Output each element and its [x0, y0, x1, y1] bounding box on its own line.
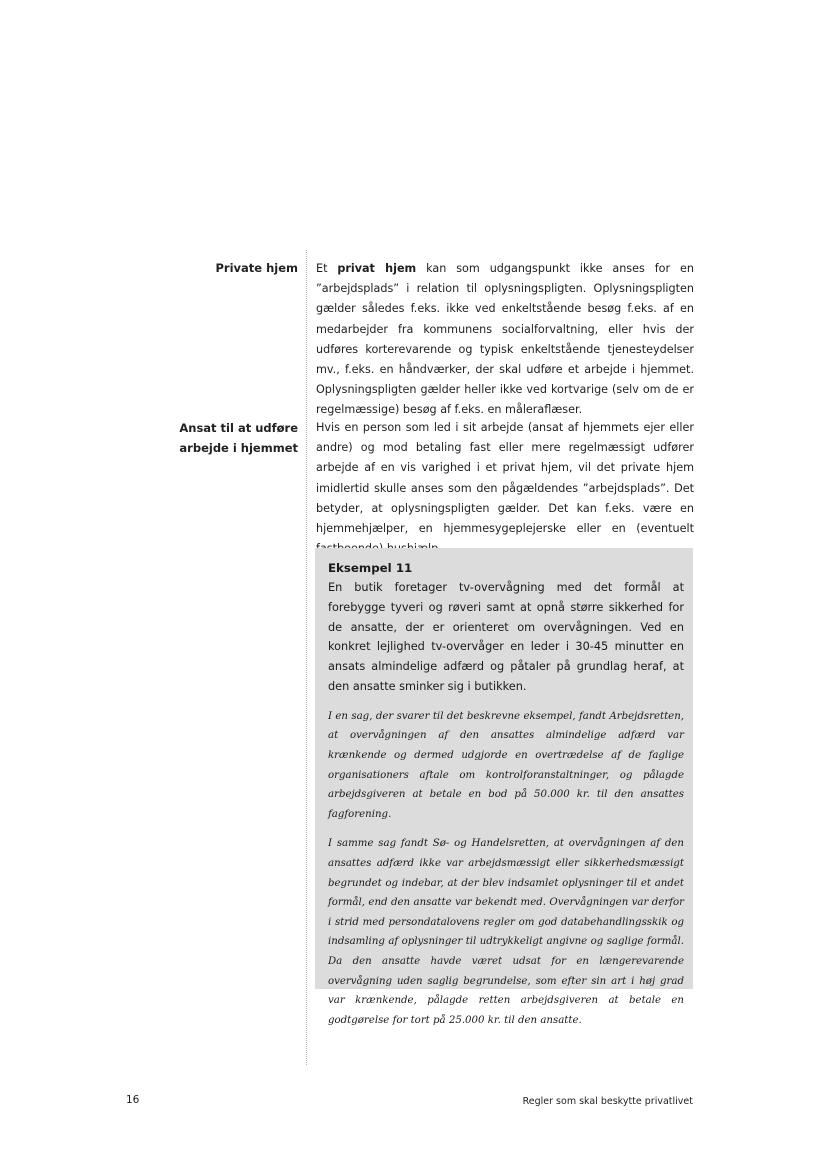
paragraph-private-hjem	[316, 259, 694, 421]
paragraph-bold-term: privat hjem	[337, 262, 417, 275]
paragraph-ansat: Hvis en person som led i sit arbejde (ansat af hjemmets ejer eller andre) og mod betaling fast eller mere regelmæssigt udfører arbejde af en vis varighed i et privat hjem, vil det private hjem imidlertid skulle anses som den pågældendes ”arbejdsplads”. Det betyder, at oplysningspligten gælder. Det kan f.eks. være en hjemmehjælper, en hjemmesygeplejerske eller en (eventuelt	[316, 421, 694, 536]
example-paragraph: I en sag, der svarer til det beskrevne eksempel, fandt Arbejdsretten, at overvågningen af den ansattes almindelige adfærd var krænkende og dermed udgjorde en overtrædelse af de faglige organisationers aftale om kontrolforanstaltninger, og pålagde arbejdsgiveren at betale en bod på 50.000 kr. til den ansattes fagforening.	[328, 710, 684, 820]
paragraph-text: kan som udgangspunkt ikke anses for en ”arbejdsplads” i relation til oplysningspligten. Oplysningspligten gælder således f.eks. ikke ved enkeltstående besøg f.eks. af en medarbejder fra kommunens socialforvaltning, eller hvis der udføres korterevarende og typisk enkeltstående tjenesteydelser mv., f.eks. en håndværker, der skal udføre et arbejde i hjemmet. Oplysningspligten gælder heller ikke ved kortvarige (selv om de er regelmæssige) besøg af f.eks. en måleraflæser.	[316, 262, 694, 417]
running-title: Regler som skal beskytte privatlivet	[522, 1096, 693, 1107]
example-paragraph: I samme sag fandt Sø- og Handelsretten, at overvågningen af den ansattes adfærd ikke var arbejdsmæssigt eller sikkerhedsmæssigt begrundet og indebar, at der blev indsamlet oplysninger til et andet formål, end den ansatte var bekendt med. Overvågningen var derfor i strid med persondatalovens regler om god databehandlingsskik og indsamling af oplysninger til udtrykkeligt angivne og saglige formål. Da den ansatte havde været udsat for en længerevarende overvågning uden saglig begrundelse, som efter sin art i høj grad var krænkende, pålagde retten arbejdsgiveren at betale en godtgørelse for tort på 25.000 kr. til den ansatte.	[328, 838, 684, 1026]
paragraph-lead: Et	[316, 262, 338, 275]
margin-heading-private-hjem: Private hjem	[215, 261, 298, 275]
example-title: Eksempel 11	[328, 561, 413, 575]
margin-heading-ansat: Ansat til at udføre arbejde i hjemmet	[179, 421, 298, 455]
example-box	[315, 548, 693, 1026]
margin-rule	[306, 250, 307, 1065]
page-number: 16	[126, 1094, 140, 1106]
example-intro: En butik foretager tv-overvågning med det formål at forebygge tyveri og røveri samt at opnå større sikkerhed for de ansatte, der er orienteret om overvågningen. Ved en konkret lejlighed tv-overvåger en leder i 30-45 minutter en ansats almindelige adfærd og påtaler på grundlag heraf, at den ansatte sminker sig i butikken.	[328, 581, 684, 693]
